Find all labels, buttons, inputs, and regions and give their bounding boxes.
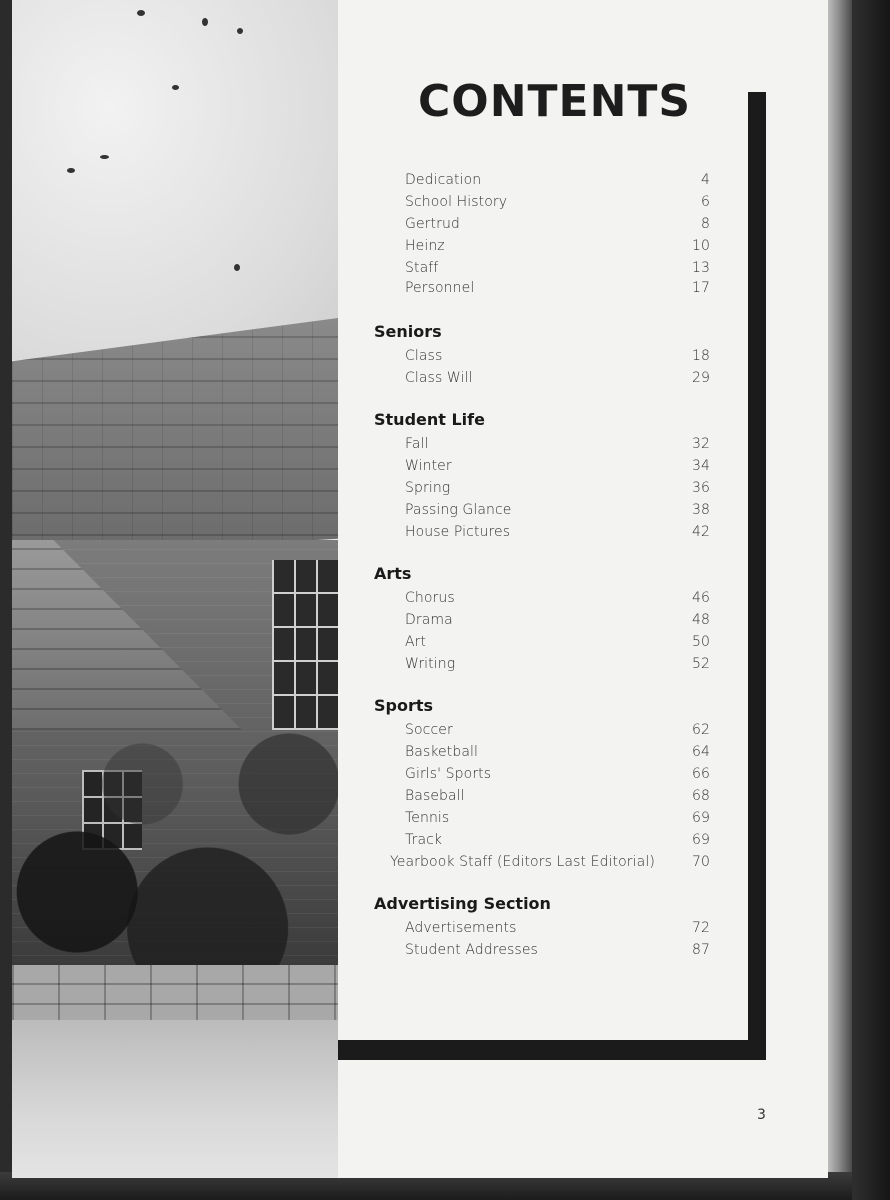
toc-entry-page: 52 [691, 656, 710, 672]
contents-page [338, 0, 828, 1178]
toc-entry[interactable] [405, 764, 710, 786]
toc-entry-label: Writing [405, 656, 456, 672]
photo-ivy-foliage [12, 640, 338, 1000]
toc-entry-page: 64 [691, 744, 710, 760]
toc-entry-label: Staff [405, 260, 439, 276]
toc-entry-page: 4 [700, 172, 710, 188]
toc-entry-label: Class [405, 348, 443, 364]
toc-entry[interactable] [405, 654, 710, 676]
toc-entry[interactable] [405, 808, 710, 830]
photo-speck [234, 264, 240, 271]
toc-entry[interactable] [405, 258, 710, 280]
toc-entry-label: Passing Glance [405, 502, 512, 518]
toc-entry-page: 62 [691, 722, 710, 738]
house-photograph [12, 0, 338, 1178]
section-heading-sports: Sports [374, 696, 434, 715]
toc-entry-page: 69 [691, 810, 710, 826]
toc-entry-page: 69 [691, 832, 710, 848]
photo-speck [100, 155, 109, 159]
photo-garden-wall [12, 965, 338, 1025]
photo-speck [172, 85, 179, 90]
toc-entry[interactable] [405, 918, 710, 940]
photo-driveway [12, 1020, 338, 1178]
toc-entry[interactable] [405, 830, 710, 852]
toc-entry-label: Drama [405, 612, 453, 628]
toc-entry[interactable] [405, 192, 710, 214]
toc-entry-page: 8 [700, 216, 710, 232]
decorative-horizontal-bar [338, 1040, 766, 1060]
toc-entry-page: 29 [691, 370, 710, 386]
toc-entry-page: 70 [691, 854, 710, 870]
toc-entry[interactable] [405, 786, 710, 808]
toc-entry-label: Track [405, 832, 443, 848]
toc-entry-page: 36 [691, 480, 710, 496]
toc-entry-label: Yearbook Staff (Editors Last Editorial) [390, 854, 655, 870]
toc-entry-page: 32 [691, 436, 710, 452]
toc-entry-page: 17 [691, 280, 710, 296]
toc-entry-label: Girls' Sports [405, 766, 492, 782]
toc-entry[interactable] [405, 346, 710, 368]
toc-entry[interactable] [405, 170, 710, 192]
page-number: 3 [757, 1107, 766, 1123]
toc-entry-page: 46 [691, 590, 710, 606]
toc-entry[interactable] [405, 214, 710, 236]
photo-sky [12, 0, 338, 360]
toc-entry-label: Winter [405, 458, 452, 474]
section-heading-arts: Arts [374, 564, 412, 583]
toc-entry-page: 10 [691, 238, 710, 254]
toc-entry[interactable] [390, 852, 710, 874]
toc-entry-label: Heinz [405, 238, 445, 254]
toc-entry-label: Gertrud [405, 216, 460, 232]
toc-entry-page: 66 [691, 766, 710, 782]
toc-entry-label: Fall [405, 436, 429, 452]
photo-speck [67, 168, 75, 173]
toc-entry[interactable] [405, 278, 710, 300]
toc-entry-label: Spring [405, 480, 451, 496]
page-edge [828, 0, 852, 1180]
toc-entry[interactable] [405, 742, 710, 764]
toc-entry[interactable] [405, 500, 710, 522]
photo-speck [137, 10, 145, 16]
section-heading-advertising: Advertising Section [374, 894, 551, 913]
toc-entry[interactable] [405, 456, 710, 478]
toc-entry-page: 6 [700, 194, 710, 210]
toc-entry-label: Basketball [405, 744, 478, 760]
toc-entry[interactable] [405, 588, 710, 610]
photo-speck [202, 18, 208, 26]
photo-speck [237, 28, 243, 34]
toc-entry[interactable] [405, 522, 710, 544]
toc-entry[interactable] [405, 632, 710, 654]
page-title: CONTENTS [418, 76, 692, 127]
toc-entry-label: Personnel [405, 280, 475, 296]
decorative-vertical-bar [748, 92, 766, 1060]
section-heading-student-life: Student Life [374, 410, 485, 429]
toc-entry-page: 38 [691, 502, 710, 518]
toc-entry[interactable] [405, 940, 710, 962]
toc-entry-label: House Pictures [405, 524, 511, 540]
toc-entry-page: 42 [691, 524, 710, 540]
toc-entry-label: Art [405, 634, 427, 650]
toc-entry-label: Chorus [405, 590, 455, 606]
toc-entry-label: School History [405, 194, 508, 210]
toc-entry-label: Baseball [405, 788, 465, 804]
toc-entry-label: Dedication [405, 172, 482, 188]
toc-entry-page: 72 [691, 920, 710, 936]
toc-entry-page: 13 [691, 260, 710, 276]
toc-entry-page: 34 [691, 458, 710, 474]
toc-entry[interactable] [405, 610, 710, 632]
toc-entry-page: 18 [691, 348, 710, 364]
toc-entry-page: 48 [691, 612, 710, 628]
toc-entry-page: 68 [691, 788, 710, 804]
toc-entry[interactable] [405, 368, 710, 390]
toc-entry-page: 87 [691, 942, 710, 958]
toc-entry-label: Tennis [405, 810, 450, 826]
toc-entry[interactable] [405, 236, 710, 258]
toc-entry-label: Student Addresses [405, 942, 538, 958]
toc-entry[interactable] [405, 720, 710, 742]
section-heading-seniors: Seniors [374, 322, 442, 341]
toc-entry[interactable] [405, 478, 710, 500]
toc-entry-label: Advertisements [405, 920, 517, 936]
toc-entry-page: 50 [691, 634, 710, 650]
toc-entry-label: Class Will [405, 370, 473, 386]
toc-entry-label: Soccer [405, 722, 453, 738]
toc-entry[interactable] [405, 434, 710, 456]
